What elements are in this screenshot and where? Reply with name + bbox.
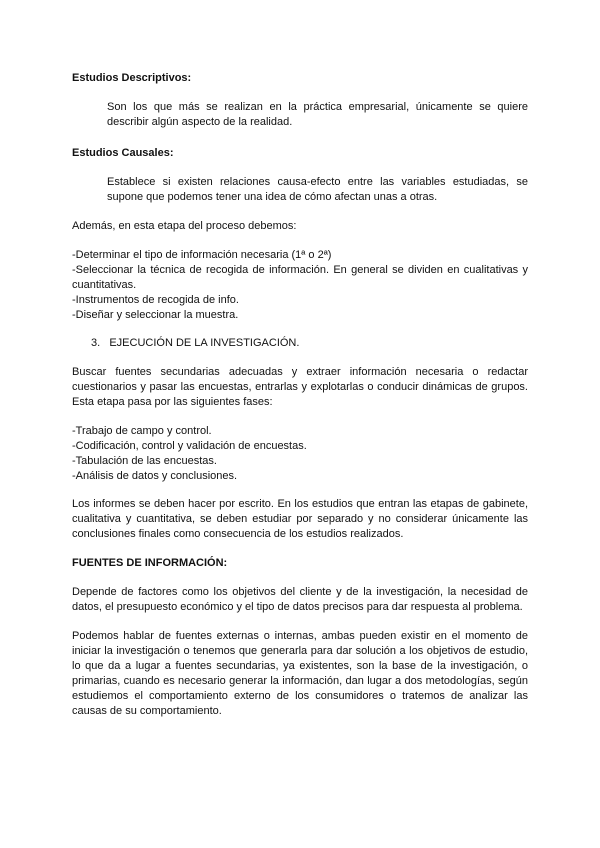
list-item: -Instrumentos de recogida de info. [72,294,239,306]
section-3-heading: 3. EJECUCIÓN DE LA INVESTIGACIÓN. [91,337,300,349]
list-item: -Diseñar y seleccionar la muestra. [72,309,239,321]
sources-heading: FUENTES DE INFORMACIÓN: [72,557,228,569]
reports-paragraph: Los informes se deben hacer por escrito. En los estudios que entran las etapas de gabinete, cualitativa y cuantitativa, se deben estudiar por separado y no considerar únicamente las conclusiones finales como consecuencia de los estudios realizados. [72,498,528,540]
stage-intro: Además, en esta etapa del proceso debemos: [72,220,297,232]
descriptive-studies-text: Son los que más se realizan en la práctica empresarial, únicamente se quiere describir algún aspecto de la realidad. [107,101,528,128]
sources-paragraph-2: Podemos hablar de fuentes externas o internas, ambas pueden existir en el momento de iniciar la investigación o tenemos que generarla para dar solución a los objetivos de estudio, lo que da a lugar a fuentes secundarias, ya existentes, son la base de la investigación, o primarias, cuando es necesario generar la información, dan lugar a dos metodologías, según estudiemos el comportamiento externo de los consumidores o tratemos de analizar las causas de su comportamiento. [72,630,528,717]
descriptive-studies-heading: Estudios Descriptivos: [72,72,192,84]
list-item: -Análisis de datos y conclusiones. [72,470,238,482]
list-item: -Seleccionar la técnica de recogida de información. En general se dividen en cualitativas y cuantitativas. [72,264,528,291]
causal-studies-text: Establece si existen relaciones causa-efecto entre las variables estudiadas, se supone que podemos tener una idea de cómo afectan unas a otras. [107,176,528,203]
sources-paragraph-1: Depende de factores como los objetivos del cliente y de la investigación, la necesidad de datos, el presupuesto económico y el tipo de datos precisos para dar respuesta al problema. [72,586,528,613]
stage-items-list [72,248,528,323]
phases-list [72,424,528,484]
list-item: -Codificación, control y validación de encuestas. [72,440,307,452]
causal-studies-heading: Estudios Causales: [72,147,174,159]
list-item: -Trabajo de campo y control. [72,425,212,437]
section-3-paragraph: Buscar fuentes secundarias adecuadas y extraer información necesaria o redactar cuestionarios y pasar las encuestas, entrarlas y explotarlas o conducir dinámicas de grupos. Esta etapa pasa por las siguientes fases: [72,366,528,408]
list-item: -Determinar el tipo de información necesaria (1ª o 2ª) [72,249,332,261]
list-item: -Tabulación de las encuestas. [72,455,217,467]
